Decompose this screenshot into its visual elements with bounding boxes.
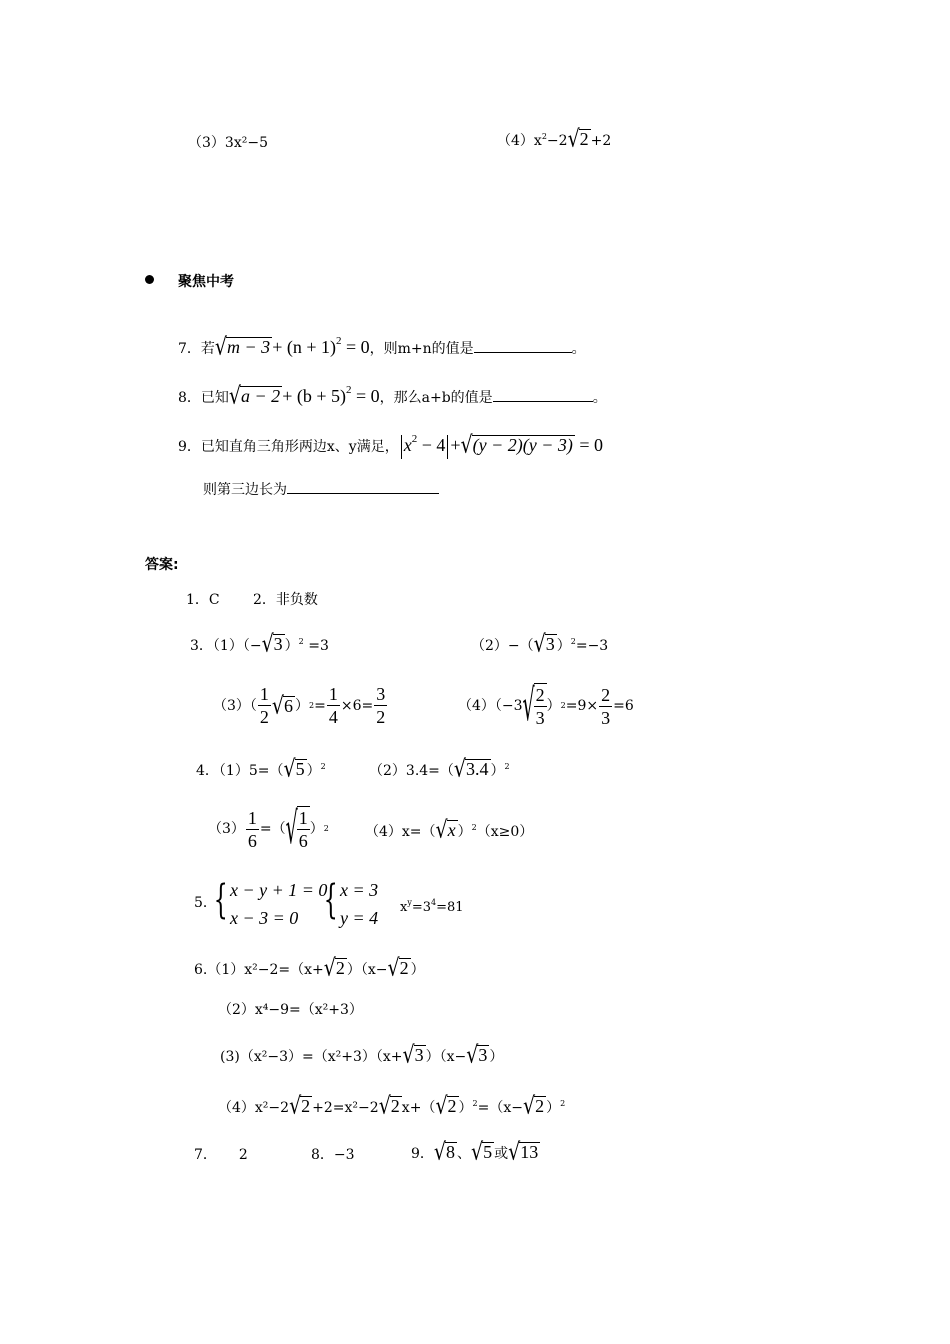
- question-number: 9．已知直角三角形两边x、y满足，: [178, 439, 399, 455]
- sub-label: （4）x²−2: [218, 1100, 290, 1116]
- variable: x: [403, 435, 412, 455]
- equation-system-1: [230, 876, 327, 932]
- denominator: 3: [601, 707, 611, 728]
- radical-sign-icon: √: [323, 954, 336, 982]
- radical-sign-icon: √: [567, 125, 580, 153]
- expression: ）（x−: [346, 962, 388, 978]
- radical-sign-icon: √: [283, 755, 296, 783]
- radical-sign-icon: √: [453, 755, 467, 783]
- item-label: （4）: [497, 133, 534, 149]
- fraction: [258, 683, 271, 728]
- expression: =（x−: [477, 1100, 523, 1116]
- answer-4-2: [369, 755, 510, 783]
- left-brace-icon: {: [213, 877, 228, 923]
- radicand: (y − 2)(y − 3): [472, 435, 573, 455]
- superscript: 2: [323, 824, 329, 833]
- answer-number: 9．: [411, 1146, 434, 1162]
- paren: ）: [457, 824, 472, 840]
- left-brace-icon: {: [323, 877, 338, 923]
- abs-bar-icon: [447, 435, 448, 459]
- radicand: x: [447, 820, 456, 840]
- expression: − 4: [417, 435, 446, 455]
- radicand: 5: [483, 1142, 493, 1162]
- answer-number: 3．: [190, 638, 213, 654]
- question-9: [178, 430, 603, 459]
- variable: x: [400, 900, 408, 915]
- answer-6-3: [220, 1041, 504, 1069]
- radicand: a − 2: [241, 386, 281, 406]
- answer-4-3: [208, 803, 329, 855]
- variable: x: [533, 133, 542, 149]
- numerator: 3: [376, 684, 386, 704]
- radical-sign-icon: √: [508, 1138, 521, 1166]
- superscript: 2: [570, 637, 576, 646]
- superscript: 4: [431, 898, 437, 907]
- answer-3-3: [213, 683, 388, 728]
- radical-sign-icon: √: [533, 630, 546, 658]
- equation-rhs: = 0: [351, 386, 380, 406]
- radical-sign-icon: √: [214, 333, 228, 361]
- answer-4-4: [365, 816, 534, 844]
- fraction: [246, 807, 259, 852]
- operator: =: [314, 697, 326, 714]
- radical-sign-icon: √: [387, 954, 400, 982]
- radicand: 3: [273, 634, 283, 654]
- paren: ）: [556, 638, 571, 654]
- operator: =（: [259, 821, 286, 837]
- result: =6: [613, 698, 634, 714]
- superscript: 2: [298, 637, 304, 646]
- sub-label: （4）x=（: [365, 824, 436, 840]
- item-label: （3）: [188, 135, 225, 151]
- superscript: 2: [335, 335, 342, 347]
- denominator: 6: [298, 831, 308, 851]
- sub-label: 6.（1）x²−2=（x+: [194, 962, 324, 978]
- denominator: 6: [247, 830, 257, 851]
- superscript: 2: [472, 1099, 478, 1108]
- answer-blank[interactable]: [287, 481, 439, 494]
- paren: ）: [489, 1049, 504, 1065]
- superscript: 2: [411, 433, 418, 445]
- answer-7: [194, 1146, 248, 1164]
- separator: 、: [457, 1146, 472, 1162]
- numerator: 2: [601, 684, 611, 705]
- question-number: 8．已知: [178, 390, 229, 406]
- superscript: 2: [560, 701, 566, 710]
- equation-rhs: = 0: [574, 435, 604, 455]
- operator: =3: [411, 900, 432, 915]
- answer-3-4: [458, 680, 634, 732]
- superscript: 2: [471, 823, 477, 832]
- numerator: 1: [328, 684, 338, 704]
- answer-5-result: [400, 894, 464, 917]
- radicand: 2: [335, 958, 345, 978]
- radical-sign-icon: √: [289, 1092, 302, 1120]
- paren: ）: [546, 1100, 561, 1116]
- radicand: 3: [478, 1045, 488, 1065]
- equation: y = 4: [340, 908, 379, 928]
- answer-2: 2．非负数: [253, 592, 318, 608]
- answer-number: 4．: [196, 763, 219, 779]
- answer-6-4: [218, 1092, 566, 1120]
- condition: （x≥0）: [476, 824, 534, 840]
- radicand: 13: [520, 1142, 539, 1162]
- radical-sign-icon: √: [402, 1041, 415, 1069]
- equation-system-2: [340, 876, 378, 932]
- radical-sign-icon: √: [271, 692, 285, 720]
- operator: =9×: [565, 698, 599, 714]
- numerator: 1: [247, 807, 257, 828]
- item-expression: 3x²−5: [224, 135, 268, 151]
- top-item-3: [188, 134, 268, 152]
- sub-label: （3）: [208, 821, 245, 837]
- equation: x = 3: [340, 880, 379, 900]
- radical-sign-icon: √: [523, 1092, 536, 1120]
- expression-tail: +2: [590, 133, 612, 149]
- answer-number: 7．: [194, 1147, 217, 1163]
- answers-heading: 答案:: [145, 557, 179, 573]
- result: =3: [303, 638, 329, 654]
- punctuation: 。: [592, 390, 607, 406]
- radicand: 3: [414, 1045, 424, 1065]
- fraction: [297, 806, 310, 852]
- answer-9: [411, 1138, 540, 1166]
- answer-blank[interactable]: [474, 340, 572, 353]
- question-8: [178, 381, 607, 410]
- paren: ）: [546, 698, 561, 714]
- numerator: 1: [259, 684, 269, 704]
- answer-1: 1．C: [186, 592, 220, 608]
- question-7: [178, 332, 586, 361]
- sub-label: （2）−（: [471, 638, 534, 654]
- abs-bar-icon: [401, 435, 402, 459]
- radicand: 5: [295, 759, 305, 779]
- sub-label: （3）（: [213, 697, 257, 714]
- conjunction: 或: [494, 1146, 509, 1162]
- equation-rhs: = 0: [341, 337, 370, 357]
- radical-sign-icon: √: [466, 1041, 479, 1069]
- fraction: [374, 683, 387, 728]
- radicand: 2: [390, 1096, 400, 1116]
- punctuation: 。: [571, 341, 586, 357]
- sub-label: （4）（−3: [458, 698, 523, 714]
- expression: +2=x²−2: [312, 1100, 379, 1116]
- answer-3-2: [471, 630, 609, 658]
- operator: ×6=: [340, 697, 374, 714]
- answer-value: 2: [238, 1147, 248, 1163]
- radical-sign-icon: √: [435, 816, 448, 844]
- question-text: ，则m+n的值是: [369, 341, 474, 357]
- radicand: 3: [545, 634, 555, 654]
- expression: x+（: [401, 1100, 436, 1116]
- sub-label: （2）3.4=（: [369, 763, 454, 779]
- paren: ）: [309, 821, 324, 837]
- numerator: 1: [298, 808, 308, 828]
- radicand: 2: [399, 958, 409, 978]
- result: =81: [436, 900, 464, 915]
- equation: x − y + 1 = 0: [230, 880, 328, 900]
- top-item-4: [497, 125, 612, 153]
- superscript: 2: [320, 762, 326, 771]
- radical-sign-icon: √: [460, 431, 473, 459]
- radicand: m − 3: [227, 337, 271, 357]
- superscript: 2: [504, 762, 510, 771]
- question-9-line-2: [203, 481, 439, 499]
- radicand: 3.4: [466, 759, 489, 779]
- superscript: 2: [560, 1099, 566, 1108]
- radical-sign-icon: √: [522, 680, 535, 732]
- radical-sign-icon: √: [433, 1138, 447, 1166]
- answer-6-2: （2）x⁴−9=（x²+3）: [218, 1002, 363, 1018]
- radicand: 2: [447, 1096, 457, 1116]
- fraction: [327, 683, 340, 728]
- expression: + (b + 5): [282, 386, 346, 406]
- section-heading: 聚焦中考: [178, 274, 234, 290]
- radical-sign-icon: √: [378, 1092, 391, 1120]
- radical-sign-icon: √: [285, 803, 298, 855]
- answer-4-1: [196, 755, 326, 783]
- numerator: 2: [535, 685, 545, 705]
- question-text: ，那么a+b的值是: [379, 390, 493, 406]
- operator: −2: [546, 133, 568, 149]
- fraction: [534, 683, 547, 729]
- radicand: 6: [284, 696, 294, 716]
- answer-6-1: [194, 954, 425, 982]
- denominator: 2: [376, 707, 386, 727]
- paren: ）: [295, 697, 310, 714]
- paren: ）: [306, 763, 321, 779]
- radical-sign-icon: √: [435, 1092, 448, 1120]
- paren: ）: [410, 962, 425, 978]
- expression: + (n + 1): [272, 337, 336, 357]
- question-text: 则第三边长为: [203, 482, 287, 498]
- denominator: 4: [328, 707, 338, 727]
- operator: +: [450, 435, 461, 455]
- bullet-icon: [145, 275, 154, 284]
- sub-label: (3)（x²−3）=（x²+3）（x+: [220, 1049, 403, 1065]
- superscript: 2: [309, 700, 315, 710]
- paren: ）: [458, 1100, 473, 1116]
- radicand: 2: [535, 1096, 545, 1116]
- answer-blank[interactable]: [493, 389, 593, 402]
- answer-8: 8．−3: [311, 1147, 355, 1163]
- sub-label: （1）5=（: [218, 763, 284, 779]
- answer-5-number: 5．: [194, 895, 217, 911]
- radical-sign-icon: √: [261, 630, 274, 658]
- denominator: 2: [259, 707, 269, 727]
- superscript: 2: [345, 384, 352, 396]
- answer-3-1: [190, 630, 329, 658]
- equation: x − 3 = 0: [230, 908, 299, 928]
- result: =−3: [575, 638, 609, 654]
- radical-sign-icon: √: [228, 382, 242, 410]
- expression: ）（x−: [425, 1049, 467, 1065]
- radicand: 2: [301, 1096, 311, 1116]
- question-number: 7．若: [178, 341, 215, 357]
- radicand: 2: [579, 129, 589, 149]
- radical-sign-icon: √: [471, 1138, 484, 1166]
- sub-label: （1）（−: [212, 638, 262, 654]
- superscript: y: [407, 898, 412, 907]
- superscript: 2: [541, 132, 547, 141]
- denominator: 3: [535, 708, 545, 728]
- paren: ）: [284, 638, 299, 654]
- fraction: [599, 684, 612, 729]
- radicand: 8: [446, 1142, 456, 1162]
- paren: ）: [490, 763, 505, 779]
